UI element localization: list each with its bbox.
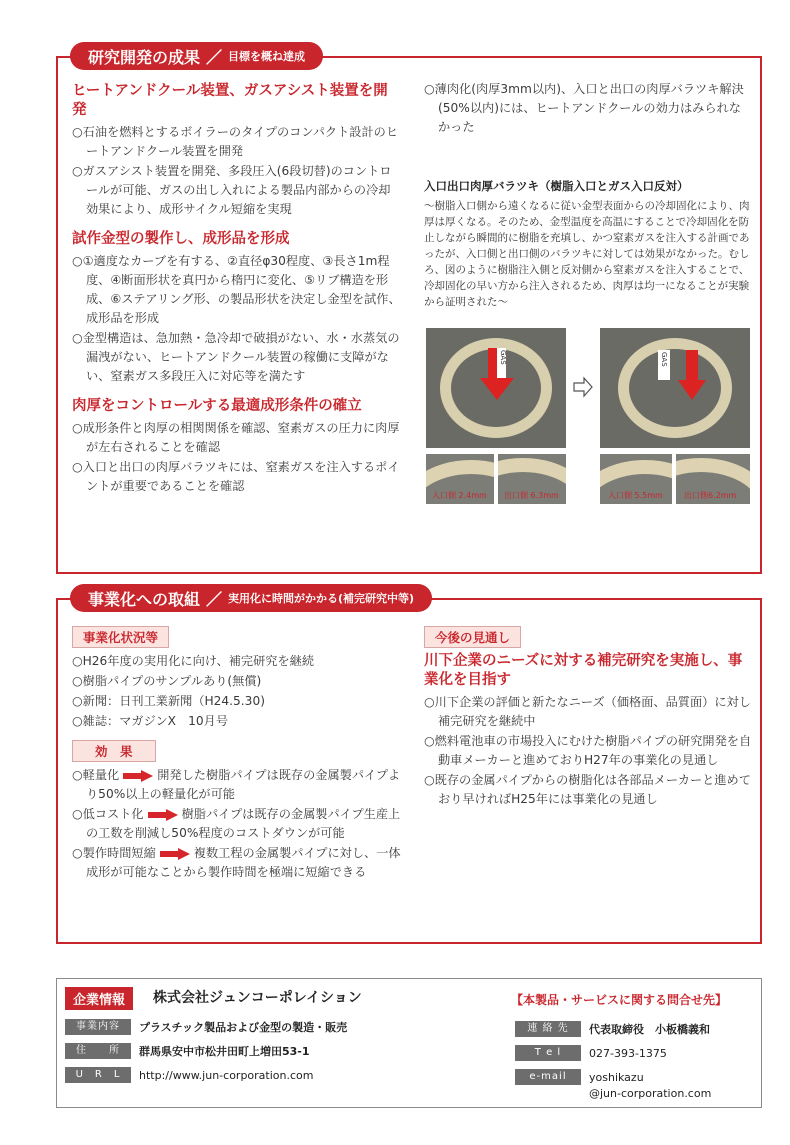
outlook-column xyxy=(424,626,754,810)
section-heading-mold: 試作金型の製作し、成形品を形成 xyxy=(72,231,290,247)
rd-left-column xyxy=(72,82,402,497)
rd-results-title-bar xyxy=(70,42,323,70)
bullet-item: ○薄肉化(肉厚3mm以内)、入口と出口の肉厚バラツキ解決(50%以内)には、ヒートアンドクールの効力はみられなかった xyxy=(424,82,744,134)
bullet-item: ○新聞：日刊工業新聞（H24.5.30) xyxy=(72,694,265,708)
effect-text: 開発した樹脂パイプは既存の金属製パイプより50%以上の軽量化が可能 xyxy=(86,768,401,801)
tel-value[interactable]: 027-393-1375 xyxy=(589,1046,667,1060)
url-row xyxy=(65,1067,313,1083)
title-slash: ／ xyxy=(206,47,223,67)
effects-tag: 効 果 xyxy=(72,740,156,762)
outlook-heading: 川下企業のニーズに対する補完研究を実施し、事業化を目指す xyxy=(424,653,743,688)
photo-after xyxy=(600,328,750,448)
rd-right-column xyxy=(424,80,750,138)
address-value: 群馬県安中市松井田町上増田53-1 xyxy=(139,1045,310,1058)
outlook-tag: 今後の見通し xyxy=(424,626,521,648)
effect-item xyxy=(72,805,402,843)
thickness-caption: 出口側 6.3mm xyxy=(504,491,559,500)
thickness-caption: 入口側 2.4mm xyxy=(432,491,487,500)
gas-arrow-icon xyxy=(426,328,566,448)
gas-label: GAS xyxy=(660,352,668,367)
commercialization-title-bar xyxy=(70,584,432,612)
contact-heading: 【本製品・サービスに関する問合せ先】 xyxy=(511,993,728,1007)
email-label: e-mail xyxy=(515,1069,581,1085)
section-heading-devices: ヒートアンドクール装置、ガスアシスト装置を開発 xyxy=(72,83,388,118)
url-label: U R L xyxy=(65,1067,131,1083)
bullet-item: ○入口と出口の肉厚バラツキには、窒素ガスを注入するポイントが重要であることを確認 xyxy=(72,460,400,493)
thickness-caption: 入口側 5.5mm xyxy=(608,491,663,500)
section-heading-thickness: 肉厚をコントロールする最適成形条件の確立 xyxy=(72,398,362,414)
effect-item xyxy=(72,766,402,804)
email-row xyxy=(515,1069,644,1085)
url-link[interactable]: http://www.jun-corporation.com xyxy=(139,1068,314,1082)
photo-note: ～樹脂入口側から遠くなるに従い金型表面からの冷却固化により、肉厚は厚くなる。そのため、金型温度を高温にすることで冷却固化を防止しながら瞬間的に樹脂を充填し、かつ窒素ガスを注入する計画であったが、入口側と出口側のバラツキに対しては効果がなかった。むしろ、図のように樹脂注入側と反対側から窒素ガスを注入することで、冷却固化の早い方から注入されるため、肉厚は均一になることが実験から証明された～ xyxy=(424,200,750,308)
effect-text: 樹脂パイプは既存の金属製パイプ生産上の工数を削減し50%程度のコストダウンが可能 xyxy=(86,807,401,840)
address-label: 住 所 xyxy=(65,1043,131,1059)
bullet-item: ○川下企業の評価と新たなニーズ（価格面、品質面）に対し補完研究を継続中 xyxy=(424,695,751,728)
contact-row xyxy=(515,1021,710,1037)
company-info-badge: 企業情報 xyxy=(65,987,133,1010)
commercialization-panel xyxy=(56,589,762,944)
effect-lead: ○軽量化 xyxy=(72,768,120,782)
bullet-item: ○H26年度の実用化に向け、補完研究を継続 xyxy=(72,654,315,668)
commercialization-title: 事業化への取組 xyxy=(88,589,201,609)
thickness-caption: 出口側6.2mm xyxy=(684,491,737,500)
effect-lead: ○製作時間短縮 xyxy=(72,846,156,860)
email-domain[interactable]: @jun-corporation.com xyxy=(589,1087,712,1100)
title-slash: ／ xyxy=(206,589,223,609)
photo-before xyxy=(426,328,566,448)
business-label: 事業内容 xyxy=(65,1019,131,1035)
gas-label: GAS xyxy=(499,350,507,365)
right-arrow-icon xyxy=(572,376,594,398)
photo-caption-block xyxy=(424,178,750,310)
contact-person: 代表取締役 小板橋義和 xyxy=(589,1023,710,1036)
email-user[interactable]: yoshikazu xyxy=(589,1070,644,1084)
bullet-item: ○①適度なカーブを有する、②直径φ30程度、③長さ1m程度、④断面形状を真円から楕円に変化、⑤リブ構造を形成、⑥ステアリング形、の製品形状を決定し金型を試作、成形品を形成 xyxy=(72,254,401,325)
effect-text: 複数工程の金属製パイプに対し、一体成形が可能なことから製作時間を極端に短縮できる xyxy=(86,846,401,879)
company-name: 株式会社ジュンコーポレイション xyxy=(153,990,362,1006)
bullet-item: ○成形条件と肉厚の相関関係を確認、窒素ガスの圧力に肉厚が左右されることを確認 xyxy=(72,421,400,454)
red-arrow-icon xyxy=(123,770,153,782)
bullet-item: ○雑誌：マガジンX 10月号 xyxy=(72,714,229,728)
rd-results-panel xyxy=(56,47,762,574)
rd-results-title: 研究開発の成果 xyxy=(88,47,201,67)
photo-title: 入口出口肉厚バラツキ（樹脂入口とガス入口反対） xyxy=(424,179,689,193)
bullet-item: ○既存の金属パイプからの樹脂化は各部品メーカーと進めており早ければH25年には事業化の見通し xyxy=(424,773,751,806)
business-row xyxy=(65,1019,347,1035)
company-info-box xyxy=(56,978,762,1108)
address-row xyxy=(65,1043,310,1059)
rd-results-subtitle: 目標を概ね達成 xyxy=(228,50,306,63)
effect-lead: ○低コスト化 xyxy=(72,807,144,821)
bullet-item: ○燃料電池車の市場投入にむけた樹脂パイプの研究開発を自動車メーカーと進めておりH27年の事業化の見通し xyxy=(424,734,752,767)
effect-item xyxy=(72,844,402,882)
business-value: プラスチック製品および金型の製造・販売 xyxy=(139,1021,348,1034)
gas-arrow-icon xyxy=(600,328,750,448)
commercialization-subtitle: 実用化に時間がかかる(補完研究中等) xyxy=(228,592,415,605)
bullet-item: ○石油を燃料とするボイラーのタイプのコンパクト設計のヒートアンドクール装置を開発 xyxy=(72,125,399,158)
tel-label: T e l xyxy=(515,1045,581,1061)
bullet-item: ○樹脂パイプのサンプルあり(無償) xyxy=(72,674,262,688)
red-arrow-icon xyxy=(148,809,178,821)
tel-row xyxy=(515,1045,667,1061)
red-arrow-icon xyxy=(160,848,190,860)
status-column xyxy=(72,626,402,883)
bullet-item: ○ガスアシスト装置を開発、多段圧入(6段切替)のコントロールが可能、ガスの出し入れによる製品内部からの冷却効果により、成形サイクル短縮を実現 xyxy=(72,164,392,216)
status-tag: 事業化状況等 xyxy=(72,626,169,648)
bullet-item: ○金型構造は、急加熱・急冷却で破損がない、水・水蒸気の漏洩がない、ヒートアンドクール装置の稼働に支障がない、窒素ガス多段圧入に対応等を満たす xyxy=(72,331,400,383)
contact-label: 連 絡 先 xyxy=(515,1021,581,1037)
